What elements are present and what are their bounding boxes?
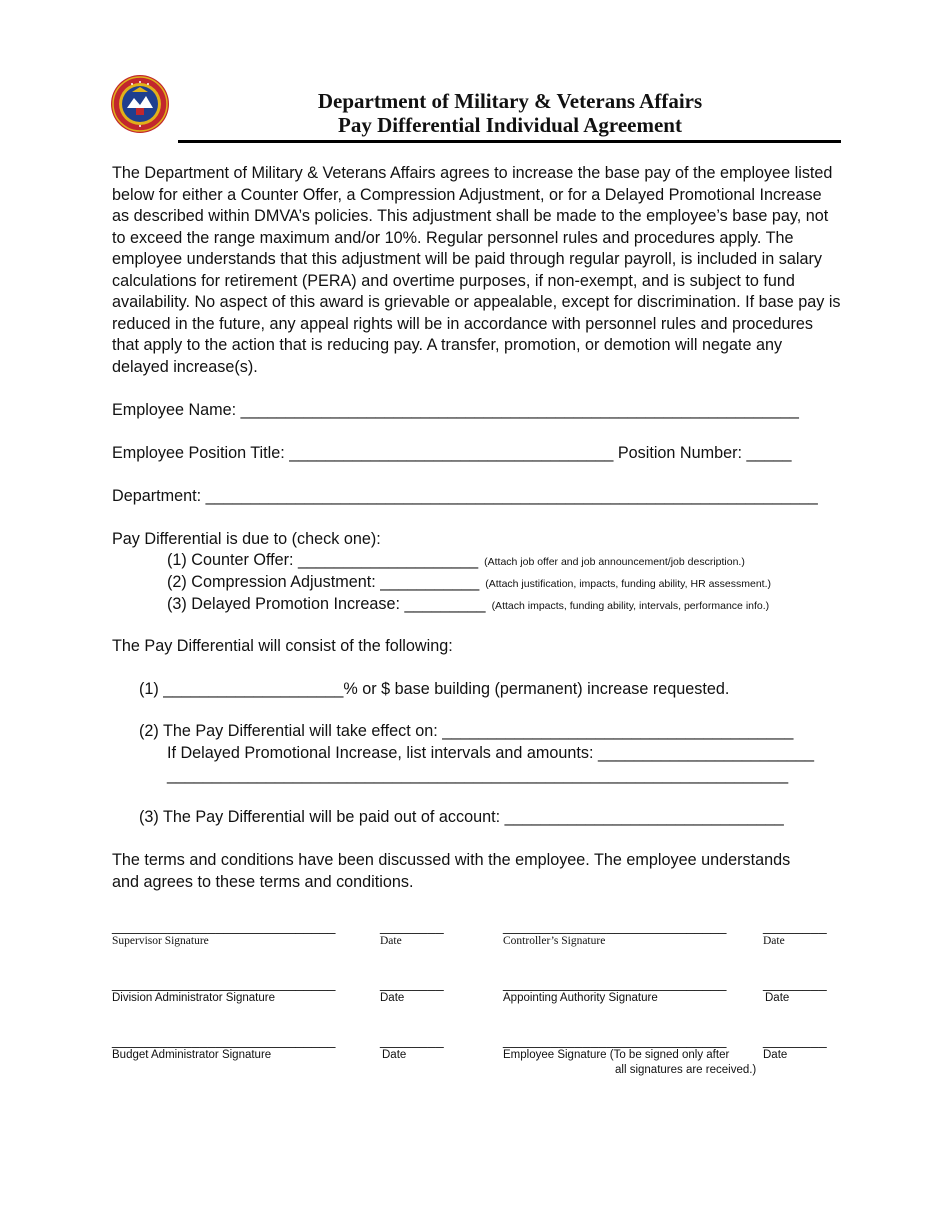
option-delayed-promotion-label: (3) Delayed Promotion Increase: _________ bbox=[167, 595, 486, 613]
employee-name-field[interactable]: Employee Name: ______________________________________________________________ bbox=[112, 401, 799, 419]
controller-date-label: Date bbox=[763, 935, 785, 947]
document-title-line1: Department of Military & Veterans Affairs bbox=[317, 89, 703, 113]
supervisor-signature-label: Supervisor Signature bbox=[112, 935, 209, 947]
supervisor-date-line[interactable]: ________ bbox=[380, 918, 444, 934]
title-divider bbox=[178, 140, 841, 143]
budget-admin-signature-line[interactable]: ____________________________ bbox=[112, 1032, 336, 1048]
appointing-authority-signature-line[interactable]: ____________________________ bbox=[503, 975, 727, 991]
option-compression-adjustment[interactable] bbox=[167, 572, 771, 594]
option-counter-offer-note: (Attach job offer and job announcement/job description.) bbox=[484, 556, 745, 568]
employee-signature-line[interactable]: ____________________________ bbox=[503, 1032, 727, 1048]
budget-admin-signature-label: Budget Administrator Signature bbox=[112, 1049, 272, 1061]
increase-requested-field[interactable]: (1) ____________________% or $ base building (permanent) increase requested. bbox=[139, 680, 730, 698]
option-counter-offer-label: (1) Counter Offer: ____________________ bbox=[167, 551, 479, 569]
budget-admin-date-line[interactable]: ________ bbox=[380, 1032, 444, 1048]
intervals-amounts-continued-field[interactable]: _____________________________________________________________________ bbox=[167, 766, 789, 784]
colorado-dmva-seal-icon bbox=[110, 74, 170, 134]
division-admin-date-line[interactable]: ________ bbox=[380, 975, 444, 991]
employee-signature-note: all signatures are received.) bbox=[615, 1064, 757, 1076]
controller-signature-line[interactable]: ____________________________ bbox=[503, 918, 727, 934]
position-title-field[interactable]: Employee Position Title: ____________________________________ Position Number: _____ bbox=[112, 444, 792, 462]
consist-heading: The Pay Differential will consist of the following: bbox=[112, 637, 453, 655]
option-counter-offer[interactable] bbox=[167, 550, 745, 572]
option-compression-adjustment-label: (2) Compression Adjustment: ___________ bbox=[167, 573, 480, 591]
controller-signature-label: Controller’s Signature bbox=[503, 935, 606, 947]
terms-line2: and agrees to these terms and conditions. bbox=[112, 873, 414, 891]
appointing-authority-date-label: Date bbox=[765, 992, 790, 1004]
division-admin-signature-label: Division Administrator Signature bbox=[112, 992, 275, 1004]
budget-admin-date-label: Date bbox=[382, 1049, 407, 1061]
option-delayed-promotion[interactable] bbox=[167, 594, 769, 616]
option-delayed-promotion-note: (Attach impacts, funding ability, intervals, performance info.) bbox=[491, 600, 770, 612]
intervals-amounts-field[interactable]: If Delayed Promotional Increase, list intervals and amounts: ________________________ bbox=[167, 744, 815, 762]
intro-paragraph: The Department of Military & Veterans Affairs agrees to increase the base pay of the employee listed below for either a Counter Offer, a Compression Adjustment, or for a Delayed Promotional Increase as described within DMVA’s policies. This adjustment shall be made to the employee’s base pay, not to exceed the range maximum and/or 10%. Regular personnel rules and procedures apply. The employee understands that this adjustment will be paid through regular payroll, is included in salary calculations for retirement (PERA) and overtime purposes, if non-exempt, and is subject to fund availability. No aspect of this award is grievable or appealable, except for discrimination. If base pay is reduced in the future, any appeal rights will be in accordance with personnel rules and procedures that apply to the action that is reducing pay. A transfer, promotion, or demotion will negate any delayed increase(s). bbox=[112, 164, 841, 376]
terms-line1: The terms and conditions have been discussed with the employee. The employee understands bbox=[112, 851, 791, 869]
department-field[interactable]: Department: ____________________________________________________________________ bbox=[112, 487, 818, 505]
document-title-line2: Pay Differential Individual Agreement bbox=[338, 113, 682, 137]
supervisor-signature-line[interactable]: ____________________________ bbox=[112, 918, 336, 934]
pay-differential-heading: Pay Differential is due to (check one): bbox=[112, 530, 381, 548]
appointing-authority-signature-label: Appointing Authority Signature bbox=[503, 992, 658, 1004]
controller-date-line[interactable]: ________ bbox=[763, 918, 827, 934]
effective-date-field[interactable]: (2) The Pay Differential will take effect on: _______________________________________ bbox=[139, 722, 794, 740]
employee-date-line[interactable]: ________ bbox=[763, 1032, 827, 1048]
division-admin-date-label: Date bbox=[380, 992, 405, 1004]
employee-signature-label: Employee Signature (To be signed only after bbox=[503, 1049, 730, 1061]
option-compression-adjustment-note: (Attach justification, impacts, funding ability, HR assessment.) bbox=[485, 578, 772, 590]
supervisor-date-label: Date bbox=[380, 935, 402, 947]
division-admin-signature-line[interactable]: ____________________________ bbox=[112, 975, 336, 991]
account-field[interactable]: (3) The Pay Differential will be paid out of account: _______________________________ bbox=[139, 808, 784, 826]
employee-date-label: Date bbox=[763, 1049, 788, 1061]
appointing-authority-date-line[interactable]: ________ bbox=[763, 975, 827, 991]
